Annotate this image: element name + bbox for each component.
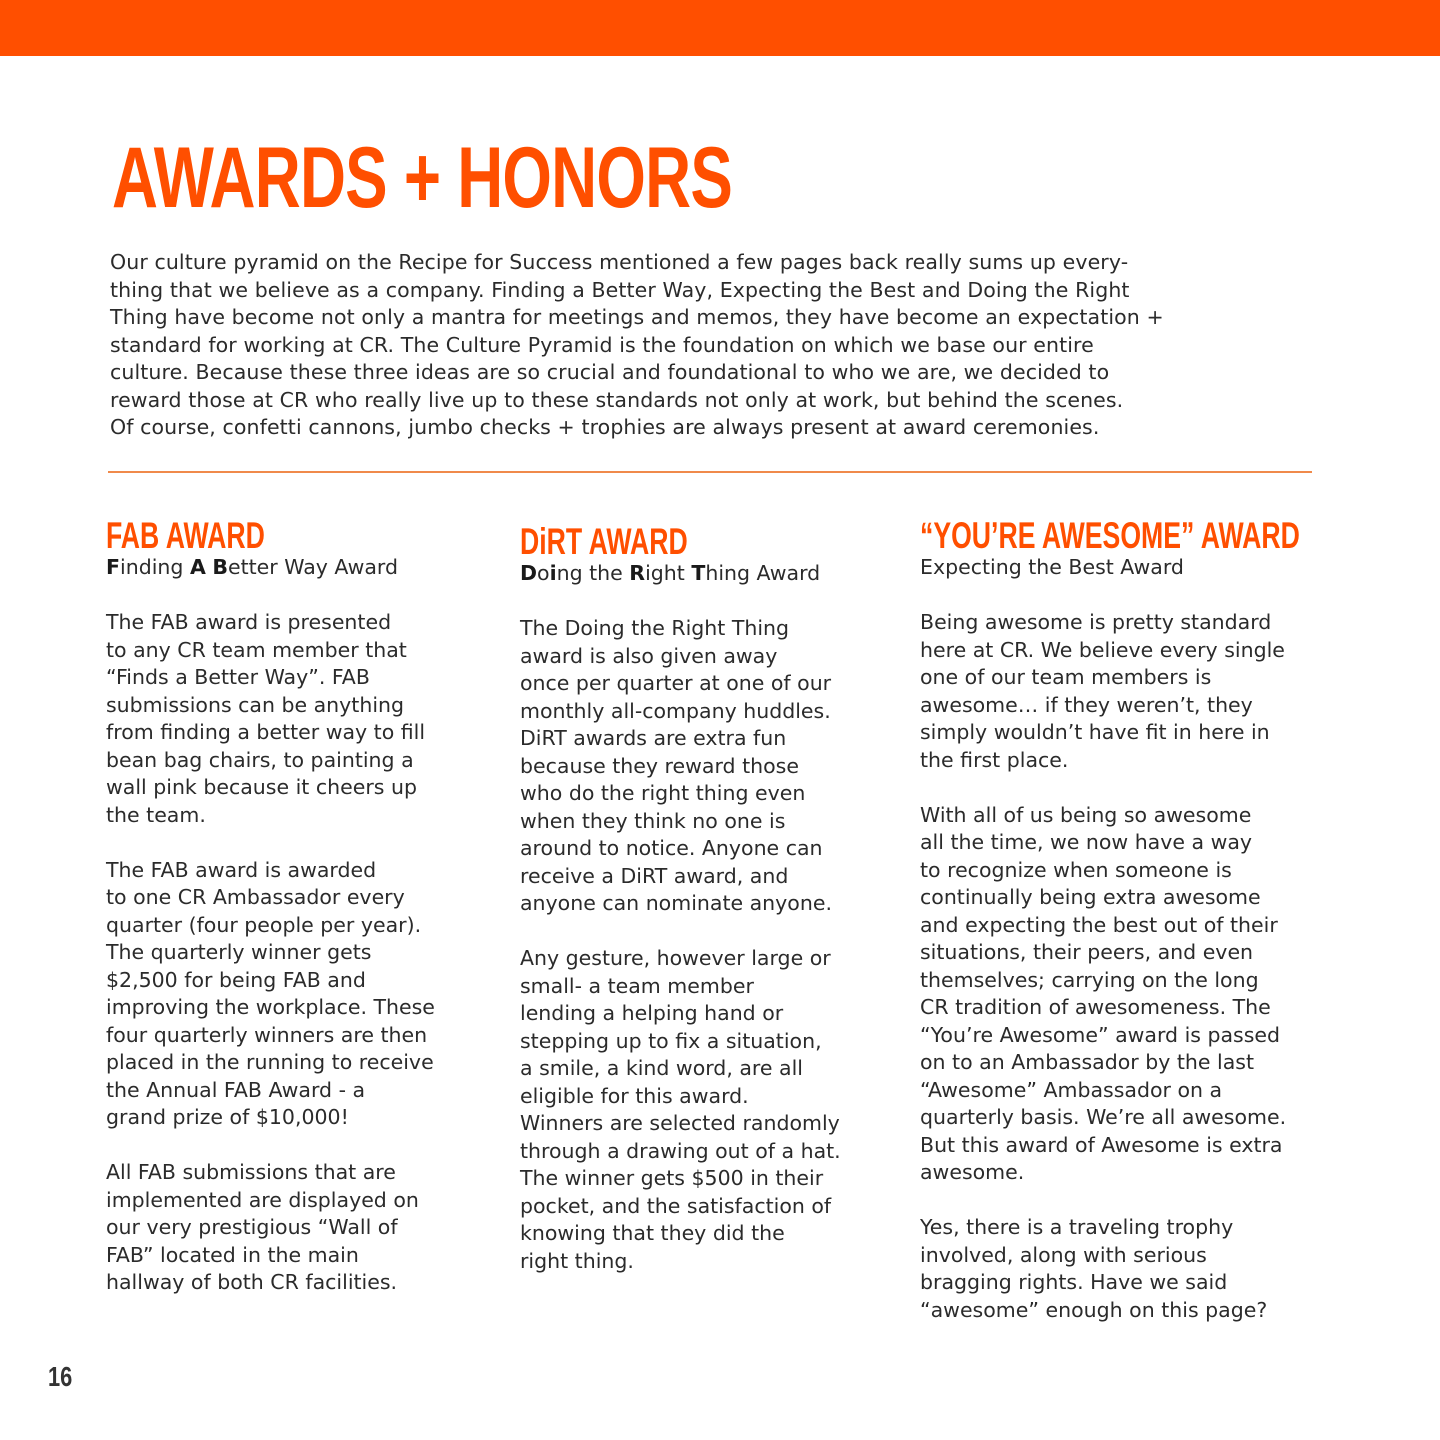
body-line: The Doing the Right Thing (520, 616, 790, 640)
body-line: situations, their peers, and even (920, 940, 1254, 964)
awesome-award-body (920, 609, 1286, 1352)
body-line: through a drawing out of a hat. (520, 1138, 841, 1163)
body-line: Winners are selected randomly (520, 1111, 840, 1135)
body-line: The FAB award is presented (106, 610, 392, 634)
body-line: a smile, a kind word, are all (520, 1056, 803, 1080)
awesome-award-heading: “YOU’RE AWESOME” AWARD (920, 515, 1300, 556)
subtitle-text: o (537, 561, 550, 585)
body-line: and expecting the best out of their (920, 912, 1278, 937)
intro-line: Our culture pyramid on the Recipe for Success mentioned a few pages back really sums up every- (110, 250, 1129, 274)
intro-line: standard for working at CR. The Culture Pyramid is the foundation on which we base our entire (110, 332, 1094, 357)
body-line: grand prize of $10,000! (106, 1105, 349, 1129)
body-line: all the time, we now have a way (920, 830, 1253, 854)
body-line: “Finds a Better Way”. FAB (106, 665, 370, 689)
body-line: one of our team members is (920, 665, 1212, 689)
body-line: receive a DiRT award, and (520, 863, 789, 888)
intro-line: Of course, confetti cannons, jumbo checks + trophies are always present at award ceremonies. (110, 415, 1100, 439)
body-line: bean bag chairs, to painting a (106, 747, 414, 772)
body-line: our very prestigious “Wall of (106, 1215, 398, 1239)
body-line: implemented are displayed on (106, 1187, 419, 1212)
body-line: here at CR. We believe every single (920, 637, 1285, 662)
body-line: Yes, there is a traveling trophy (920, 1215, 1234, 1239)
body-line: hallway of both CR facilities. (106, 1270, 398, 1294)
body-line: CR tradition of awesomeness. The (920, 995, 1271, 1019)
body-line: The FAB award is awarded (106, 857, 377, 882)
body-line: The quarterly winner gets (106, 940, 372, 964)
body-line: award is also given away (520, 643, 778, 668)
body-line: Any gesture, however large or (520, 946, 831, 970)
body-line: “You’re Awesome” award is passed (920, 1022, 1281, 1047)
body-line: placed in the running to receive (106, 1050, 434, 1074)
body-line: DiRT awards are extra fun (520, 726, 787, 750)
intro-line: culture. Because these three ideas are so crucial and foundational to who we are, we decided to (110, 360, 1110, 384)
subtitle-text: ight (645, 561, 692, 585)
paragraph (520, 615, 841, 918)
body-line: small- a team member (520, 973, 754, 998)
section-divider (108, 471, 1312, 473)
intro-line: reward those at CR who really live up to these standards not only at work, but behind the scenes. (110, 387, 1124, 412)
body-line: improving the workplace. These (106, 995, 435, 1019)
top-accent-bar (0, 0, 1440, 56)
body-line: who do the right thing even (520, 781, 806, 805)
subtitle-initial: T (691, 561, 706, 585)
body-line: But this award of Awesome is extra (920, 1132, 1283, 1157)
body-line: “awesome” enough on this page? (920, 1297, 1268, 1322)
body-line: “Awesome” Ambassador on a (920, 1077, 1223, 1102)
body-line: involved, along with serious (920, 1242, 1207, 1267)
body-line: Being awesome is pretty standard (920, 610, 1272, 634)
subtitle-initial: i (549, 561, 557, 585)
body-line: All FAB submissions that are (106, 1160, 396, 1184)
body-line: quarterly basis. We’re all awesome. (920, 1105, 1287, 1129)
fab-award-subtitle (106, 554, 398, 582)
subtitle-initial: D (520, 561, 538, 585)
body-line: awesome… if they weren’t, they (920, 692, 1253, 717)
body-line: on to an Ambassador by the last (920, 1050, 1255, 1074)
body-line: simply wouldn’t have fit in here in (920, 720, 1270, 744)
body-line: knowing that they did the (520, 1221, 785, 1245)
dirt-award-heading: DiRT AWARD (520, 521, 688, 562)
subtitle-initial: R (629, 561, 646, 585)
subtitle-text: hing Award (705, 561, 821, 585)
body-line: right thing. (520, 1248, 634, 1273)
intro-paragraph (110, 249, 1290, 442)
body-line: around to notice. Anyone can (520, 836, 823, 860)
body-line: lending a helping hand or (520, 1001, 784, 1025)
subtitle-initial: B (212, 555, 228, 579)
body-line: to recognize when someone is (920, 857, 1232, 882)
body-line: quarter (four people per year). (106, 912, 422, 937)
body-line: bragging rights. Have we said (920, 1270, 1228, 1294)
fab-award-heading: FAB AWARD (106, 515, 265, 556)
intro-line: thing that we believe as a company. Finding a Better Way, Expecting the Best and Doing the Right (110, 277, 1130, 302)
awesome-award-subtitle: Expecting the Best Award (920, 555, 1184, 579)
paragraph (106, 857, 435, 1132)
body-line: $2,500 for being FAB and (106, 967, 366, 992)
body-line: the team. (106, 802, 206, 827)
body-line: because they reward those (520, 753, 799, 778)
body-line: four quarterly winners are then (106, 1022, 428, 1047)
page-number: 16 (48, 1361, 73, 1392)
body-line: from finding a better way to fill (106, 720, 426, 744)
subtitle-initial: A (189, 555, 206, 579)
paragraph (920, 1214, 1286, 1324)
subtitle-text: inding (120, 555, 190, 579)
body-line: FAB” located in the main (106, 1242, 359, 1267)
body-line: pocket, and the satisfaction of (520, 1193, 832, 1218)
body-line: awesome. (920, 1160, 1025, 1184)
body-line: With all of us being so awesome (920, 802, 1252, 827)
body-line: anyone can nominate anyone. (520, 891, 832, 915)
dirt-award-body (520, 615, 841, 1303)
body-line: wall pink because it cheers up (106, 775, 417, 799)
paragraph (106, 609, 435, 829)
body-line: the Annual FAB Award - a (106, 1077, 366, 1102)
paragraph (520, 945, 841, 1275)
body-line: stepping up to fix a situation, (520, 1028, 822, 1053)
body-line: once per quarter at one of our (520, 671, 832, 695)
body-line: to one CR Ambassador every (106, 885, 405, 909)
body-line: when they think no one is (520, 808, 786, 833)
fab-award-body (106, 609, 435, 1324)
dirt-award-subtitle (520, 560, 820, 588)
subtitle-text: ng the (556, 561, 630, 585)
paragraph (920, 802, 1286, 1187)
body-line: continually being extra awesome (920, 885, 1261, 909)
body-line: monthly all-company huddles. (520, 698, 831, 723)
page-title: AWARDS + HONORS (112, 130, 733, 226)
body-line: to any CR team member that (106, 637, 407, 662)
subtitle-initial: F (106, 555, 121, 579)
paragraph (920, 609, 1286, 774)
paragraph (106, 1159, 435, 1297)
body-line: The winner gets $500 in their (520, 1166, 824, 1190)
body-line: submissions can be anything (106, 692, 405, 717)
body-line: eligible for this award. (520, 1083, 749, 1108)
body-line: themselves; carrying on the long (920, 967, 1259, 992)
intro-line: Thing have become not only a mantra for meetings and memos, they have become an expectation + (110, 305, 1164, 329)
subtitle-text: etter Way Award (227, 555, 399, 579)
body-line: the first place. (920, 747, 1069, 772)
